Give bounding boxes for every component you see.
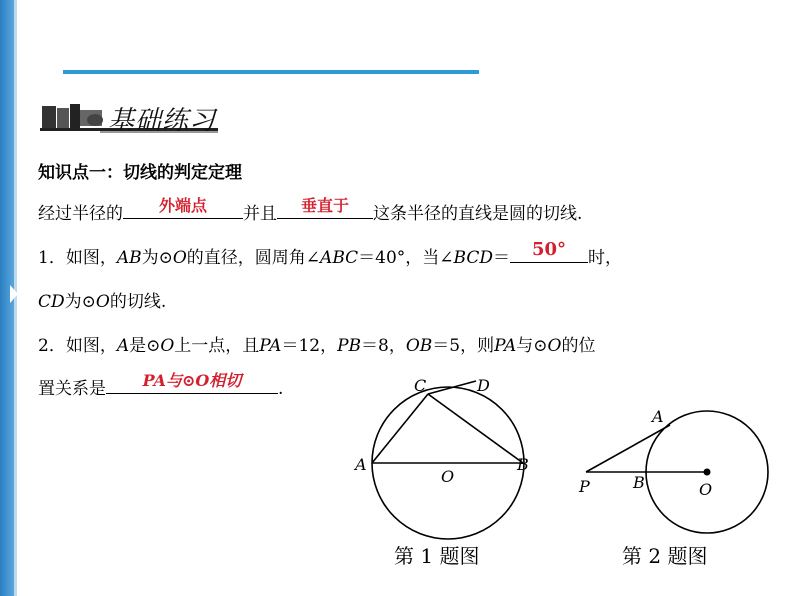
fig1-label-d: D: [477, 376, 490, 395]
fig2-center-dot: [704, 469, 711, 476]
fig2-label-o: O: [699, 480, 713, 499]
fig1-label-o: O: [441, 467, 455, 486]
knowledge-point-heading: 知识点一：切线的判定定理: [38, 163, 242, 183]
fig2-label-b: B: [633, 473, 645, 492]
fig1-label-a: A: [355, 455, 367, 474]
q1-number: 1．如图，: [38, 248, 117, 268]
q2-o: O: [547, 336, 562, 356]
fig2-tangent-pa: [586, 425, 670, 472]
theorem-answer-1: 外端点: [158, 196, 207, 215]
q2-answer: PA与⊙O相切: [142, 371, 242, 390]
q2-text: .: [278, 379, 284, 399]
q2-text: 是⊙: [129, 336, 161, 356]
q1-text: ＝: [492, 248, 510, 268]
fig2-label-p: P: [579, 477, 590, 496]
figure-2-caption: 第 2 题图: [622, 544, 708, 568]
q2-pa: PA: [259, 336, 282, 356]
q1-bcd: BCD: [453, 248, 493, 268]
q1-cd: CD: [38, 292, 65, 312]
q1-text: 为⊙: [141, 248, 173, 268]
theorem-answer-2: 垂直于: [300, 196, 349, 215]
fig2-label-a: A: [652, 407, 664, 426]
fig1-label-b: B: [517, 455, 529, 474]
q2-ob: OB: [405, 336, 433, 356]
q1-text: 的切线.: [109, 292, 167, 312]
q2-text: ＝12，: [281, 336, 338, 356]
q1-text: ＝40°，当∠: [358, 248, 454, 268]
q2-text: 置关系是: [38, 379, 106, 399]
q2-o: O: [160, 336, 175, 356]
theorem-post: 这条半径的直线是圆的切线.: [373, 204, 583, 224]
q2-text: 与⊙: [516, 336, 548, 356]
q2-pa: PA: [494, 336, 517, 356]
q2-number: 2．如图，: [38, 336, 117, 356]
fig1-label-c: C: [414, 376, 427, 395]
q2-text: 上一点，且: [174, 336, 260, 356]
q1-o: O: [172, 248, 187, 268]
q1-abc: ABC: [320, 248, 359, 268]
q2-a: A: [116, 336, 130, 356]
theorem-mid: 并且: [243, 204, 277, 224]
q1-answer: 50°: [531, 239, 567, 260]
q2-text: 的位: [561, 336, 596, 356]
q1-text: 的直径，圆周角∠: [186, 248, 321, 268]
q1-ab: AB: [116, 248, 142, 268]
q2-pb: PB: [337, 336, 362, 356]
figure-1-caption: 第 1 题图: [394, 544, 480, 568]
q2-text: ＝5，则: [432, 336, 495, 356]
section-title: 基础练习: [108, 106, 217, 136]
theorem-pre: 经过半径的: [38, 204, 123, 224]
q1-text: 为⊙: [64, 292, 96, 312]
q2-text: ＝8，: [361, 336, 406, 356]
q1-o: O: [95, 292, 110, 312]
q1-text: 时，: [587, 248, 622, 268]
